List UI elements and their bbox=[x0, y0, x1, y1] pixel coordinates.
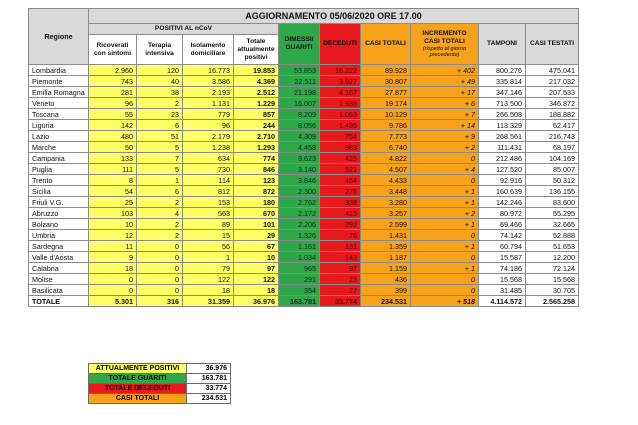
table-row bbox=[29, 230, 579, 241]
covid-regional-table bbox=[28, 8, 579, 307]
cell-ricoverati: 9 bbox=[89, 252, 137, 263]
cell-regione: Basilicata bbox=[29, 285, 89, 296]
cell-dimessi: 1.034 bbox=[279, 252, 320, 263]
cell-terapia: 5 bbox=[137, 142, 183, 153]
cell-deceduti: 292 bbox=[320, 219, 361, 230]
cell-deceduti: 23 bbox=[320, 274, 361, 285]
cell-casi-totali: 1.359 bbox=[361, 241, 411, 252]
cell-deceduti: 3.927 bbox=[320, 76, 361, 87]
cell-totale-positivi: 29 bbox=[234, 230, 279, 241]
cell-deceduti: 754 bbox=[320, 131, 361, 142]
cell-totale-positivi: 244 bbox=[234, 120, 279, 131]
page-title: AGGIORNAMENTO 05/06/2020 ORE 17.00 bbox=[89, 9, 579, 24]
cell-totale-positivi: 123 bbox=[234, 175, 279, 186]
cell-terapia: 40 bbox=[137, 76, 183, 87]
cell-tamponi: 266.508 bbox=[479, 109, 526, 120]
cell-casi-totali: 89.928 bbox=[361, 65, 411, 76]
cell-isolamento: 79 bbox=[183, 263, 234, 274]
cell-regione: Marche bbox=[29, 142, 89, 153]
cell-ricoverati: 480 bbox=[89, 131, 137, 142]
cell-casi-totali: 19.174 bbox=[361, 98, 411, 109]
cell-deceduti: 989 bbox=[320, 142, 361, 153]
cell-casi-testati: 30.705 bbox=[526, 285, 579, 296]
cell-totale-positivi: 4.369 bbox=[234, 76, 279, 87]
cell-terapia: 2 bbox=[137, 219, 183, 230]
cell-casi-totali: 1.159 bbox=[361, 263, 411, 274]
cell-deceduti: 97 bbox=[320, 263, 361, 274]
header-casi-testati: CASI TESTATI bbox=[526, 24, 579, 65]
cell-ricoverati: 142 bbox=[89, 120, 137, 131]
cell-regione: Valle d'Aosta bbox=[29, 252, 89, 263]
cell-ricoverati: 25 bbox=[89, 197, 137, 208]
cell-ricoverati: 18 bbox=[89, 263, 137, 274]
cell-deceduti: 4.167 bbox=[320, 87, 361, 98]
cell-casi-totali: 10.129 bbox=[361, 109, 411, 120]
cell-isolamento: 730 bbox=[183, 164, 234, 175]
cell-totale-positivi: 36.976 bbox=[234, 296, 279, 307]
cell-terapia: 23 bbox=[137, 109, 183, 120]
cell-dimessi: 16.007 bbox=[279, 98, 320, 109]
cell-terapia: 0 bbox=[137, 274, 183, 285]
table-row bbox=[29, 241, 579, 252]
cell-tamponi: 713.500 bbox=[479, 98, 526, 109]
cell-isolamento: 812 bbox=[183, 186, 234, 197]
header-terapia: Terapia intensiva bbox=[137, 35, 183, 65]
cell-casi-totali: 2.599 bbox=[361, 219, 411, 230]
table-row bbox=[29, 274, 579, 285]
cell-tamponi: 142.246 bbox=[479, 197, 526, 208]
cell-terapia: 2 bbox=[137, 197, 183, 208]
cell-isolamento: 563 bbox=[183, 208, 234, 219]
cell-deceduti: 425 bbox=[320, 153, 361, 164]
cell-totale-positivi: 180 bbox=[234, 197, 279, 208]
cell-dimessi: 2.172 bbox=[279, 208, 320, 219]
cell-incremento: + 4 bbox=[411, 164, 479, 175]
cell-isolamento: 3.586 bbox=[183, 76, 234, 87]
cell-deceduti: 1.938 bbox=[320, 98, 361, 109]
table-row bbox=[29, 153, 579, 164]
cell-casi-testati: 32.665 bbox=[526, 219, 579, 230]
cell-isolamento: 153 bbox=[183, 197, 234, 208]
table-row bbox=[29, 285, 579, 296]
cell-casi-testati: 207.533 bbox=[526, 87, 579, 98]
cell-dimessi: 2.762 bbox=[279, 197, 320, 208]
cell-dimessi: 2.300 bbox=[279, 186, 320, 197]
cell-casi-totali: 9.786 bbox=[361, 120, 411, 131]
table-row bbox=[29, 87, 579, 98]
cell-ricoverati: 0 bbox=[89, 274, 137, 285]
cell-totale-positivi: 19.853 bbox=[234, 65, 279, 76]
cell-ricoverati: 133 bbox=[89, 153, 137, 164]
cell-incremento: + 402 bbox=[411, 65, 479, 76]
cell-terapia: 0 bbox=[137, 241, 183, 252]
cell-totale-positivi: 18 bbox=[234, 285, 279, 296]
cell-tamponi: 111.431 bbox=[479, 142, 526, 153]
cell-incremento: 0 bbox=[411, 175, 479, 186]
cell-deceduti: 464 bbox=[320, 175, 361, 186]
cell-tamponi: 80.972 bbox=[479, 208, 526, 219]
cell-dimessi: 8.056 bbox=[279, 120, 320, 131]
cell-incremento: + 2 bbox=[411, 142, 479, 153]
cell-deceduti: 1.486 bbox=[320, 120, 361, 131]
cell-casi-testati: 83.600 bbox=[526, 197, 579, 208]
cell-isolamento: 89 bbox=[183, 219, 234, 230]
cell-incremento: + 14 bbox=[411, 120, 479, 131]
cell-isolamento: 56 bbox=[183, 241, 234, 252]
cell-dimessi: 22.511 bbox=[279, 76, 320, 87]
header-deceduti: DECEDUTI bbox=[320, 24, 361, 65]
cell-ricoverati: 11 bbox=[89, 241, 137, 252]
header-positivi-group: POSITIVI AL nCoV bbox=[89, 24, 279, 35]
cell-incremento: + 1 bbox=[411, 186, 479, 197]
cell-dimessi: 1.161 bbox=[279, 241, 320, 252]
cell-isolamento: 15 bbox=[183, 230, 234, 241]
cell-totale-positivi: 774 bbox=[234, 153, 279, 164]
cell-deceduti: 338 bbox=[320, 197, 361, 208]
cell-tamponi: 4.114.572 bbox=[479, 296, 526, 307]
cell-isolamento: 16.773 bbox=[183, 65, 234, 76]
cell-dimessi: 3.623 bbox=[279, 153, 320, 164]
cell-isolamento: 779 bbox=[183, 109, 234, 120]
summary-label: TOTALE GUARITI bbox=[89, 374, 187, 384]
cell-regione: Molise bbox=[29, 274, 89, 285]
cell-terapia: 316 bbox=[137, 296, 183, 307]
cell-dimessi: 4.309 bbox=[279, 131, 320, 142]
cell-totale-positivi: 10 bbox=[234, 252, 279, 263]
cell-deceduti: 131 bbox=[320, 241, 361, 252]
summary-row bbox=[89, 384, 231, 394]
cell-regione: Lombardia bbox=[29, 65, 89, 76]
cell-deceduti: 27 bbox=[320, 285, 361, 296]
cell-casi-testati: 51.653 bbox=[526, 241, 579, 252]
cell-dimessi: 3.140 bbox=[279, 164, 320, 175]
cell-regione: Calabria bbox=[29, 263, 89, 274]
cell-incremento: + 9 bbox=[411, 131, 479, 142]
table-row bbox=[29, 98, 579, 109]
cell-ricoverati: 8 bbox=[89, 175, 137, 186]
cell-regione: Abruzzo bbox=[29, 208, 89, 219]
cell-incremento: + 17 bbox=[411, 87, 479, 98]
cell-casi-testati: 72.124 bbox=[526, 263, 579, 274]
cell-tamponi: 60.794 bbox=[479, 241, 526, 252]
cell-totale-positivi: 872 bbox=[234, 186, 279, 197]
header-regione: Regione bbox=[29, 9, 89, 65]
table-row bbox=[29, 263, 579, 274]
cell-casi-totali: 399 bbox=[361, 285, 411, 296]
cell-isolamento: 96 bbox=[183, 120, 234, 131]
cell-terapia: 2 bbox=[137, 98, 183, 109]
cell-terapia: 7 bbox=[137, 153, 183, 164]
summary-value: 36.976 bbox=[187, 364, 231, 374]
cell-casi-testati: 85.007 bbox=[526, 164, 579, 175]
cell-casi-testati: 50.312 bbox=[526, 175, 579, 186]
cell-tamponi: 160.639 bbox=[479, 186, 526, 197]
cell-isolamento: 114 bbox=[183, 175, 234, 186]
cell-ricoverati: 54 bbox=[89, 186, 137, 197]
cell-terapia: 6 bbox=[137, 120, 183, 131]
cell-ricoverati: 103 bbox=[89, 208, 137, 219]
cell-totale-positivi: 2.512 bbox=[234, 87, 279, 98]
summary-body bbox=[89, 364, 231, 404]
cell-incremento: + 1 bbox=[411, 197, 479, 208]
cell-casi-totali: 30.807 bbox=[361, 76, 411, 87]
cell-dimessi: 21.198 bbox=[279, 87, 320, 98]
cell-regione: Toscana bbox=[29, 109, 89, 120]
cell-tamponi: 268.561 bbox=[479, 131, 526, 142]
cell-casi-testati: 136.155 bbox=[526, 186, 579, 197]
cell-tamponi: 92.916 bbox=[479, 175, 526, 186]
header-dimessi: DIMESSI/ GUARITI bbox=[279, 24, 320, 65]
cell-ricoverati: 50 bbox=[89, 142, 137, 153]
header-incremento bbox=[411, 24, 479, 65]
cell-tamponi: 69.466 bbox=[479, 219, 526, 230]
header-tamponi: TAMPONI bbox=[479, 24, 526, 65]
summary-value: 163.781 bbox=[187, 374, 231, 384]
cell-dimessi: 163.781 bbox=[279, 296, 320, 307]
cell-isolamento: 18 bbox=[183, 285, 234, 296]
cell-casi-totali: 3.280 bbox=[361, 197, 411, 208]
cell-regione: Campania bbox=[29, 153, 89, 164]
summary-row bbox=[89, 394, 231, 404]
cell-ricoverati: 281 bbox=[89, 87, 137, 98]
cell-ricoverati: 12 bbox=[89, 230, 137, 241]
cell-casi-testati: 12.200 bbox=[526, 252, 579, 263]
cell-terapia: 4 bbox=[137, 208, 183, 219]
cell-dimessi: 4.458 bbox=[279, 142, 320, 153]
cell-casi-testati: 188.882 bbox=[526, 109, 579, 120]
table-body bbox=[29, 9, 579, 307]
cell-dimessi: 354 bbox=[279, 285, 320, 296]
cell-isolamento: 1 bbox=[183, 252, 234, 263]
cell-deceduti: 521 bbox=[320, 164, 361, 175]
cell-incremento: 0 bbox=[411, 274, 479, 285]
cell-casi-totali: 27.877 bbox=[361, 87, 411, 98]
cell-ricoverati: 10 bbox=[89, 219, 137, 230]
cell-tamponi: 15.568 bbox=[479, 274, 526, 285]
cell-deceduti: 143 bbox=[320, 252, 361, 263]
totals-row bbox=[29, 296, 579, 307]
cell-casi-totali: 6.740 bbox=[361, 142, 411, 153]
cell-isolamento: 122 bbox=[183, 274, 234, 285]
cell-deceduti: 1.063 bbox=[320, 109, 361, 120]
cell-casi-totali: 3.257 bbox=[361, 208, 411, 219]
cell-terapia: 38 bbox=[137, 87, 183, 98]
table-row bbox=[29, 164, 579, 175]
cell-casi-totali: 4.822 bbox=[361, 153, 411, 164]
cell-regione: Puglia bbox=[29, 164, 89, 175]
cell-incremento: 0 bbox=[411, 230, 479, 241]
cell-totale-positivi: 1.293 bbox=[234, 142, 279, 153]
cell-incremento: + 49 bbox=[411, 76, 479, 87]
cell-dimessi: 291 bbox=[279, 274, 320, 285]
cell-deceduti: 415 bbox=[320, 208, 361, 219]
table-row bbox=[29, 120, 579, 131]
cell-ricoverati: 111 bbox=[89, 164, 137, 175]
cell-tamponi: 800.276 bbox=[479, 65, 526, 76]
cell-incremento: 0 bbox=[411, 252, 479, 263]
cell-isolamento: 31.359 bbox=[183, 296, 234, 307]
cell-tamponi: 212.486 bbox=[479, 153, 526, 164]
summary-row bbox=[89, 374, 231, 384]
cell-terapia: 0 bbox=[137, 285, 183, 296]
cell-ricoverati: 96 bbox=[89, 98, 137, 109]
cell-ricoverati: 5.301 bbox=[89, 296, 137, 307]
cell-ricoverati: 0 bbox=[89, 285, 137, 296]
cell-casi-totali: 3.448 bbox=[361, 186, 411, 197]
cell-totale-positivi: 846 bbox=[234, 164, 279, 175]
cell-casi-testati: 475.041 bbox=[526, 65, 579, 76]
table-row bbox=[29, 76, 579, 87]
table-row bbox=[29, 131, 579, 142]
cell-casi-testati: 346.872 bbox=[526, 98, 579, 109]
cell-dimessi: 53.853 bbox=[279, 65, 320, 76]
cell-casi-testati: 52.888 bbox=[526, 230, 579, 241]
cell-terapia: 0 bbox=[137, 252, 183, 263]
cell-regione: Lazio bbox=[29, 131, 89, 142]
cell-regione: Piemonte bbox=[29, 76, 89, 87]
cell-incremento: 0 bbox=[411, 285, 479, 296]
cell-isolamento: 2.179 bbox=[183, 131, 234, 142]
header-isolamento: Isolamento domiciliare bbox=[183, 35, 234, 65]
cell-totale-positivi: 857 bbox=[234, 109, 279, 120]
summary-label: TOTALE DECEDUTI bbox=[89, 384, 187, 394]
cell-deceduti: 33.774 bbox=[320, 296, 361, 307]
table-row bbox=[29, 186, 579, 197]
cell-terapia: 0 bbox=[137, 263, 183, 274]
table-row bbox=[29, 252, 579, 263]
header-casi-totali: CASI TOTALI bbox=[361, 24, 411, 65]
cell-casi-totali: 436 bbox=[361, 274, 411, 285]
cell-regione: Sicilia bbox=[29, 186, 89, 197]
cell-regione: TOTALE bbox=[29, 296, 89, 307]
cell-casi-totali: 1.187 bbox=[361, 252, 411, 263]
summary-value: 33.774 bbox=[187, 384, 231, 394]
table-row bbox=[29, 219, 579, 230]
cell-dimessi: 8.209 bbox=[279, 109, 320, 120]
header-totale-positivi: Totale attualmente positivi bbox=[234, 35, 279, 65]
table-row bbox=[29, 197, 579, 208]
cell-regione: Emilia Romagna bbox=[29, 87, 89, 98]
summary-value: 234.531 bbox=[187, 394, 231, 404]
cell-casi-testati: 15.568 bbox=[526, 274, 579, 285]
cell-incremento: + 1 bbox=[411, 219, 479, 230]
table-row bbox=[29, 142, 579, 153]
cell-deceduti: 16.222 bbox=[320, 65, 361, 76]
cell-dimessi: 2.206 bbox=[279, 219, 320, 230]
cell-totale-positivi: 67 bbox=[234, 241, 279, 252]
cell-regione: Umbria bbox=[29, 230, 89, 241]
cell-ricoverati: 2.960 bbox=[89, 65, 137, 76]
cell-totale-positivi: 97 bbox=[234, 263, 279, 274]
cell-tamponi: 113.329 bbox=[479, 120, 526, 131]
cell-casi-testati: 217.032 bbox=[526, 76, 579, 87]
cell-ricoverati: 55 bbox=[89, 109, 137, 120]
table-row bbox=[29, 65, 579, 76]
cell-dimessi: 1.326 bbox=[279, 230, 320, 241]
cell-totale-positivi: 670 bbox=[234, 208, 279, 219]
cell-terapia: 2 bbox=[137, 230, 183, 241]
cell-casi-totali: 7.773 bbox=[361, 131, 411, 142]
cell-terapia: 1 bbox=[137, 175, 183, 186]
summary-label: CASI TOTALI bbox=[89, 394, 187, 404]
cell-terapia: 6 bbox=[137, 186, 183, 197]
cell-tamponi: 347.146 bbox=[479, 87, 526, 98]
cell-incremento: + 7 bbox=[411, 109, 479, 120]
cell-terapia: 51 bbox=[137, 131, 183, 142]
table-row bbox=[29, 109, 579, 120]
cell-incremento: + 6 bbox=[411, 98, 479, 109]
cell-isolamento: 1.131 bbox=[183, 98, 234, 109]
cell-casi-totali: 1.431 bbox=[361, 230, 411, 241]
cell-incremento: + 1 bbox=[411, 263, 479, 274]
cell-casi-testati: 55.295 bbox=[526, 208, 579, 219]
cell-tamponi: 335.814 bbox=[479, 76, 526, 87]
cell-terapia: 120 bbox=[137, 65, 183, 76]
summary-row bbox=[89, 364, 231, 374]
cell-casi-testati: 104.169 bbox=[526, 153, 579, 164]
cell-isolamento: 634 bbox=[183, 153, 234, 164]
cell-tamponi: 127.520 bbox=[479, 164, 526, 175]
table-row bbox=[29, 208, 579, 219]
cell-regione: Sardegna bbox=[29, 241, 89, 252]
cell-incremento: + 1 bbox=[411, 241, 479, 252]
cell-casi-totali: 4.507 bbox=[361, 164, 411, 175]
cell-tamponi: 74.142 bbox=[479, 230, 526, 241]
cell-casi-totali: 4.433 bbox=[361, 175, 411, 186]
cell-regione: Liguria bbox=[29, 120, 89, 131]
cell-dimessi: 965 bbox=[279, 263, 320, 274]
cell-regione: Trento bbox=[29, 175, 89, 186]
cell-totale-positivi: 122 bbox=[234, 274, 279, 285]
cell-incremento: 0 bbox=[411, 153, 479, 164]
cell-regione: Bolzano bbox=[29, 219, 89, 230]
header-incremento-label: INCREMENTO CASI TOTALI bbox=[422, 30, 467, 45]
cell-casi-testati: 62.417 bbox=[526, 120, 579, 131]
summary-table bbox=[88, 363, 231, 404]
cell-tamponi: 15.587 bbox=[479, 252, 526, 263]
cell-tamponi: 74.186 bbox=[479, 263, 526, 274]
cell-incremento: + 2 bbox=[411, 208, 479, 219]
cell-casi-totali: 234.531 bbox=[361, 296, 411, 307]
header-incremento-note: (rispetto al giorno precedente) bbox=[422, 46, 467, 58]
cell-dimessi: 3.846 bbox=[279, 175, 320, 186]
cell-regione: Friuli V.G. bbox=[29, 197, 89, 208]
cell-totale-positivi: 2.710 bbox=[234, 131, 279, 142]
cell-deceduti: 76 bbox=[320, 230, 361, 241]
cell-terapia: 5 bbox=[137, 164, 183, 175]
cell-deceduti: 276 bbox=[320, 186, 361, 197]
cell-ricoverati: 743 bbox=[89, 76, 137, 87]
cell-casi-testati: 68.197 bbox=[526, 142, 579, 153]
table-row bbox=[29, 175, 579, 186]
summary-label: ATTUALMENTE POSITIVI bbox=[89, 364, 187, 374]
cell-isolamento: 2.193 bbox=[183, 87, 234, 98]
cell-totale-positivi: 1.229 bbox=[234, 98, 279, 109]
header-ricoverati: Ricoverati con sintomi bbox=[89, 35, 137, 65]
cell-incremento: + 518 bbox=[411, 296, 479, 307]
cell-casi-testati: 2.565.258 bbox=[526, 296, 579, 307]
cell-isolamento: 1.238 bbox=[183, 142, 234, 153]
cell-casi-testati: 216.743 bbox=[526, 131, 579, 142]
cell-tamponi: 31.485 bbox=[479, 285, 526, 296]
cell-totale-positivi: 101 bbox=[234, 219, 279, 230]
cell-regione: Veneto bbox=[29, 98, 89, 109]
